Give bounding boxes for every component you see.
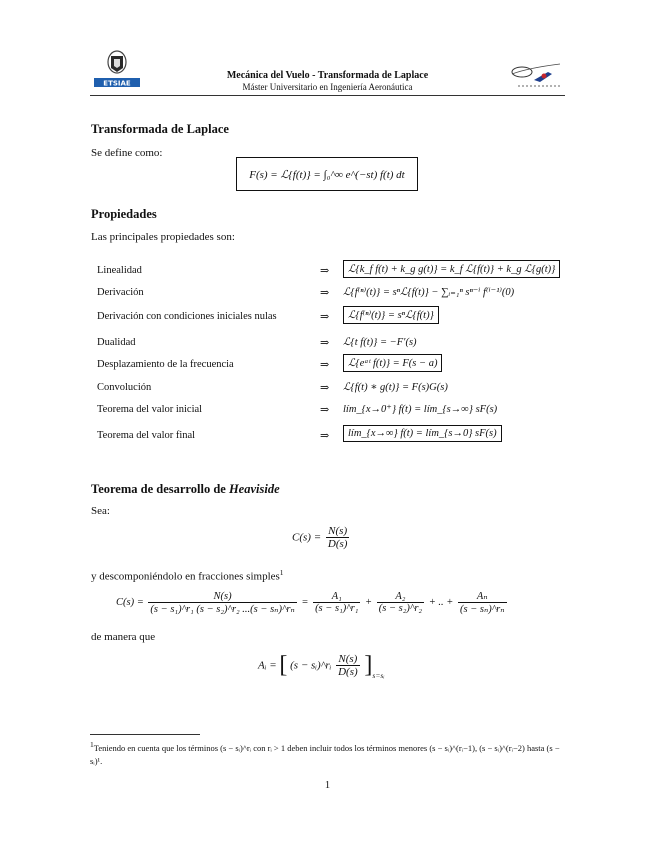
ai-fraction — [336, 653, 360, 678]
logo-text: ETSIAE — [103, 79, 131, 88]
heaviside-title-prefix: Teorema de desarrollo de — [91, 482, 229, 496]
header-title: Mecánica del Vuelo - Transformada de Laplace — [226, 70, 429, 81]
property-name: Linealidad — [97, 265, 142, 276]
left-bracket: [ — [279, 652, 288, 678]
heaviside-intro: Sea: — [91, 505, 110, 517]
cs-numerator: N(s) — [326, 525, 350, 538]
implies-arrow: ⇒ — [320, 337, 330, 349]
expansion-numerator: A₂ — [377, 591, 424, 603]
equals-sign: = — [301, 597, 309, 608]
property-formula: ℒ{f⁽ⁿ⁾(t)} = sⁿℒ{f(t)} − ∑ᵢ₌₁ⁿ sⁿ⁻ⁱ f⁽ⁱ⁻¹⁾(0) — [343, 287, 515, 298]
aircraft-logo — [508, 62, 566, 90]
property-row — [97, 284, 607, 304]
properties-intro: Las principales propiedades son: — [91, 231, 235, 243]
ellipsis-plus: + .. + — [428, 597, 454, 608]
implies-arrow: ⇒ — [320, 430, 330, 442]
property-row — [97, 308, 607, 328]
decomposition-sentence: y descomponiéndolo en fracciones simples — [91, 570, 280, 583]
property-name: Teorema del valor final — [97, 430, 196, 441]
expansion-denominator: (s − s₁)^r₁ — [315, 603, 359, 614]
ai-lhs: Aᵢ = — [258, 659, 277, 672]
implies-arrow: ⇒ — [320, 265, 330, 277]
property-formula: lím_{x→∞} f(t) = lím_{s→0} sF(s) — [343, 425, 502, 442]
property-name: Derivación — [97, 287, 144, 298]
footnote-number: 1 — [90, 740, 94, 749]
header-rule — [90, 95, 565, 96]
implies-arrow: ⇒ — [320, 311, 330, 323]
expansion-denominator: (s − sₙ)^rₙ — [459, 604, 505, 615]
property-name: Convolución — [97, 382, 152, 393]
right-bracket: ] — [364, 652, 373, 678]
expansion-numerator: N(s) — [148, 591, 296, 603]
decomposition-text — [91, 568, 284, 583]
ai-denominator: D(s) — [338, 666, 358, 678]
property-name: Desplazamiento de la frecuencia — [97, 359, 234, 370]
expansion-term — [313, 591, 360, 614]
plus-sign: + — [365, 597, 373, 608]
expansion-term — [377, 591, 424, 614]
section-title-laplace: Transformada de Laplace — [91, 122, 229, 136]
property-formula: ℒ{f⁽ⁿ⁾(t)} = sⁿℒ{f(t)} — [343, 306, 439, 324]
property-row — [97, 427, 607, 447]
heaviside-title-emph: Heaviside — [228, 482, 280, 496]
implies-arrow: ⇒ — [320, 382, 330, 394]
expansion-denominator: (s − s₁)^r₁ (s − s₂)^r₂ ...(s − sₙ)^rₙ — [150, 603, 295, 615]
ai-equation — [258, 652, 385, 680]
definition-intro: Se define como: — [91, 147, 163, 159]
ai-factor: (s − sᵢ)^rᵢ — [290, 659, 332, 672]
property-formula: lím_{x→0⁺} f(t) = lím_{s→∞} sF(s) — [343, 404, 498, 415]
property-row — [97, 379, 607, 399]
expansion-term — [148, 591, 296, 615]
footnote-rule — [90, 734, 200, 735]
implies-arrow: ⇒ — [320, 287, 330, 299]
property-row — [97, 262, 607, 282]
expansion-equation — [116, 590, 509, 615]
property-name: Dualidad — [97, 337, 136, 348]
section-title-heaviside — [91, 482, 280, 497]
cs-equation — [292, 525, 351, 550]
cs-lhs: C(s) = — [292, 531, 322, 544]
footnote-mark: 1 — [279, 568, 284, 577]
property-row — [97, 401, 607, 421]
laplace-definition-box — [236, 157, 418, 191]
cs-denominator: D(s) — [327, 538, 348, 550]
expansion-term — [458, 590, 507, 615]
property-formula: ℒ{t f(t)} = −F′(s) — [343, 337, 417, 348]
property-formula: ℒ{k_f f(t) + k_g g(t)} = k_f ℒ{f(t)} + k_g ℒ{g(t)} — [343, 260, 560, 278]
ai-evaluation-subscript: s=sᵢ — [372, 671, 385, 681]
manner-text: de manera que — [91, 631, 156, 643]
property-row — [97, 356, 607, 376]
ai-numerator: N(s) — [336, 653, 360, 666]
property-name: Teorema del valor inicial — [97, 404, 203, 415]
expansion-lhs: C(s) = — [116, 597, 144, 608]
expansion-numerator: Aₙ — [458, 590, 507, 603]
page-number: 1 — [324, 780, 331, 791]
header-subtitle: Máster Universitario en Ingeniería Aeronáutica — [242, 82, 413, 92]
property-formula: ℒ{eᵃᵗ f(t)} = F(s − a) — [343, 354, 442, 372]
section-title-properties: Propiedades — [91, 207, 157, 221]
footnote — [90, 738, 568, 768]
property-name: Derivación con condiciones iniciales nulas — [97, 311, 277, 322]
implies-arrow: ⇒ — [320, 404, 330, 416]
cs-fraction — [326, 525, 350, 550]
laplace-definition: F(s) = ℒ{f(t)} = ∫₀^∞ e^(−st) f(t) dt — [249, 168, 405, 181]
implies-arrow: ⇒ — [320, 359, 330, 371]
expansion-denominator: (s − s₂)^r₂ — [378, 603, 423, 614]
property-row — [97, 334, 607, 354]
footnote-text: Teniendo en cuenta que los términos (s − sᵢ)^rᵢ con rᵢ > 1 deben incluir todos los términos menores (s − sᵢ)^(rᵢ−1), (s − sᵢ)^(rᵢ−2) hasta (s − sᵢ)¹. — [90, 742, 560, 766]
property-formula: ℒ{f(t) ∗ g(t)} = F(s)G(s) — [343, 382, 448, 393]
expansion-numerator: A₁ — [313, 591, 360, 603]
